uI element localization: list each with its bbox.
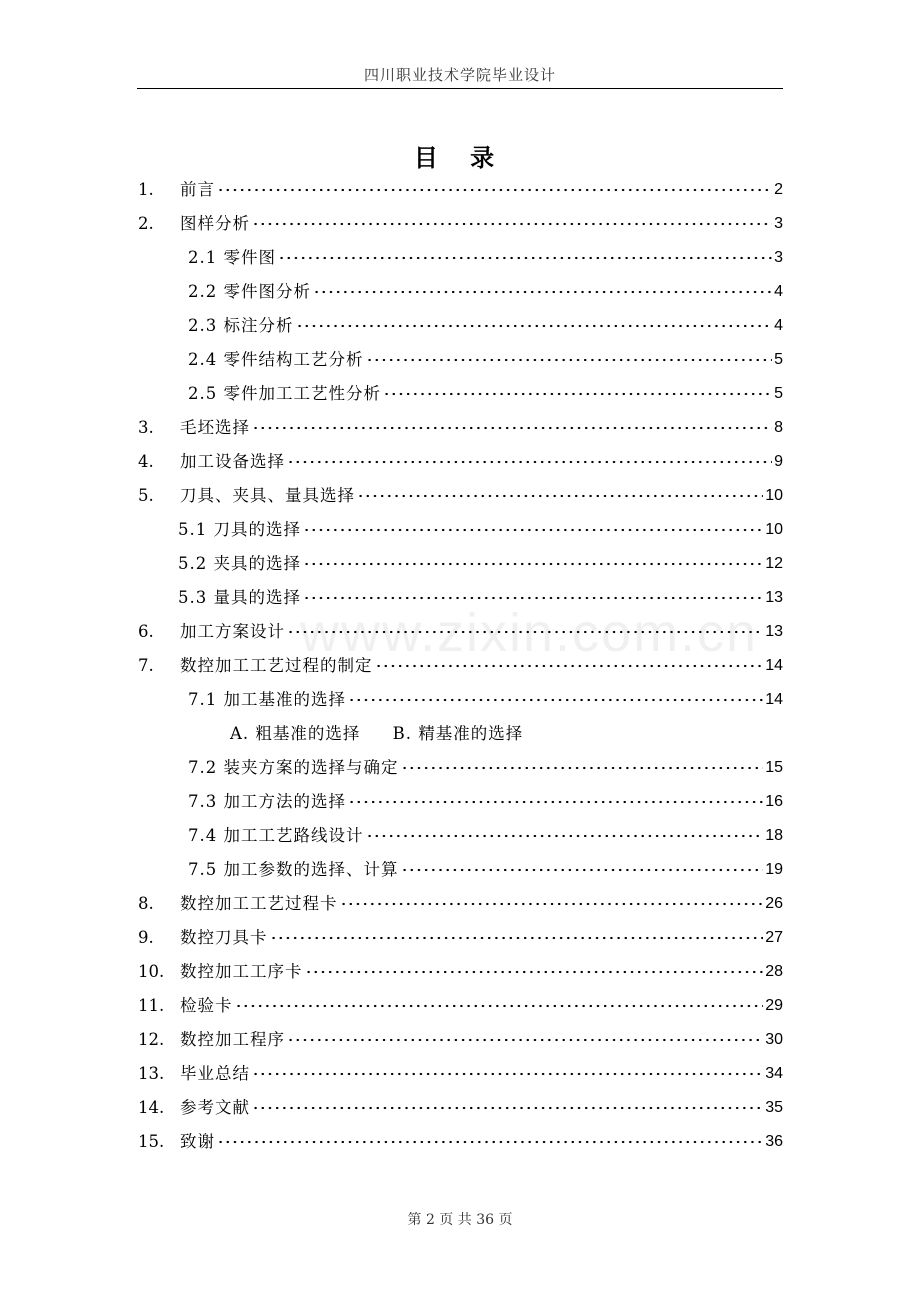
toc-entry[interactable]	[138, 484, 783, 508]
toc-entry-number: 10.	[138, 962, 165, 981]
toc-entry-page: 36	[765, 1133, 783, 1150]
toc-entry-page: 27	[765, 929, 783, 946]
page-footer: 第 2 页 共 36 页	[407, 1212, 513, 1228]
toc-entry[interactable]	[138, 552, 783, 576]
toc-entry-page: 3	[774, 215, 783, 232]
toc-entry-label: 数控加工程序	[180, 1030, 285, 1049]
toc-entry-page: 13	[765, 623, 783, 640]
toc-entry-label: 前言	[180, 180, 215, 199]
toc-entry-page: 35	[765, 1099, 783, 1116]
toc-entry-page: 10	[765, 521, 783, 538]
dot-leader	[296, 320, 773, 332]
dot-leader	[303, 524, 763, 536]
toc-entry-label: 加工设备选择	[180, 452, 285, 471]
dot-leader	[287, 1034, 763, 1046]
toc-entry-number: 11.	[138, 996, 165, 1015]
toc-entry-page: 5	[774, 385, 783, 402]
toc-entry-label: 毕业总结	[180, 1064, 250, 1083]
toc-entry-label: 5.3 量具的选择	[178, 588, 301, 607]
header-divider	[137, 88, 783, 89]
toc-entry[interactable]	[138, 892, 783, 916]
dot-leader	[366, 354, 773, 366]
toc-entry[interactable]	[138, 518, 783, 542]
toc-entry[interactable]	[138, 1130, 783, 1154]
toc-entry-number: 9.	[138, 928, 154, 947]
dot-leader	[303, 592, 763, 604]
toc-entry[interactable]	[138, 348, 783, 372]
dot-leader	[252, 218, 772, 230]
toc-entry-page: 4	[774, 317, 783, 334]
toc-entry-number: 5.	[138, 486, 154, 505]
toc-entry[interactable]	[138, 620, 783, 644]
dot-leader	[366, 830, 764, 842]
toc-entry-number: 2.	[138, 214, 154, 233]
toc-entry[interactable]	[138, 960, 783, 984]
toc-entry-label: 7.3 加工方法的选择	[188, 792, 346, 811]
dot-leader	[287, 456, 772, 468]
toc-entry-page: 10	[765, 487, 783, 504]
toc-entry-label: 数控刀具卡	[180, 928, 268, 947]
toc-entry-number: 3.	[138, 418, 154, 437]
toc-entry-number: 13.	[138, 1064, 165, 1083]
toc-entry-label: 2.2 零件图分析	[188, 282, 311, 301]
dot-leader	[357, 490, 763, 502]
dot-leader	[313, 286, 772, 298]
toc-entry-number: 1.	[138, 180, 154, 199]
toc-entry-page: 30	[765, 1031, 783, 1048]
dot-leader	[270, 932, 764, 944]
toc-entry-label: 参考文献	[180, 1098, 250, 1117]
toc-entry-label: 数控加工工艺过程卡	[180, 894, 338, 913]
toc-entry-page: 14	[765, 691, 783, 708]
toc-entry-number: 14.	[138, 1098, 165, 1117]
toc-entry-page: 26	[765, 895, 783, 912]
subitem-a[interactable]: A. 粗基准的选择	[230, 724, 361, 743]
toc-entry-label: 数控加工工序卡	[180, 962, 303, 981]
toc-entry[interactable]	[138, 280, 783, 304]
toc-entry-label: 2.1 零件图	[188, 248, 276, 267]
toc-title: 目 录	[413, 143, 507, 172]
dot-leader	[340, 898, 764, 910]
toc-entry[interactable]	[138, 926, 783, 950]
dot-leader	[252, 422, 772, 434]
dot-leader	[235, 1000, 764, 1012]
dot-leader	[401, 762, 764, 774]
toc-entry[interactable]	[138, 212, 783, 236]
dot-leader	[401, 864, 764, 876]
toc-entry-number: 4.	[138, 452, 154, 471]
toc-entry-label: 2.5 零件加工工艺性分析	[188, 384, 381, 403]
dot-leader	[252, 1068, 763, 1080]
dot-leader	[252, 1102, 763, 1114]
toc-entry-page: 18	[765, 827, 783, 844]
toc-entry[interactable]	[138, 382, 783, 406]
toc-entry-label: 图样分析	[180, 214, 250, 233]
toc-entry-page: 9	[774, 453, 783, 470]
dot-leader	[217, 1136, 763, 1148]
toc-entry-label: 致谢	[180, 1132, 215, 1151]
toc-entry-number: 7.	[138, 656, 154, 675]
dot-leader	[348, 796, 763, 808]
dot-leader	[383, 388, 772, 400]
toc-entry[interactable]	[138, 586, 783, 610]
dot-leader	[287, 626, 763, 638]
toc-entry[interactable]	[138, 756, 783, 780]
toc-entry[interactable]	[138, 790, 783, 814]
toc-entry-page: 19	[765, 861, 783, 878]
datum-subitems	[230, 722, 549, 746]
toc-entry-label: 毛坯选择	[180, 418, 250, 437]
toc-entry-number: 15.	[138, 1132, 165, 1151]
toc-entry-number: 6.	[138, 622, 154, 641]
toc-entry-page: 29	[765, 997, 783, 1014]
toc-entry-page: 5	[774, 351, 783, 368]
toc-entry-page: 16	[765, 793, 783, 810]
toc-entry-label: 检验卡	[180, 996, 233, 1015]
toc-entry[interactable]	[138, 654, 783, 678]
dot-leader	[375, 660, 764, 672]
toc-entry-label: 2.3 标注分析	[188, 316, 294, 335]
toc-entry-page: 14	[765, 657, 783, 674]
toc-entry[interactable]	[138, 824, 783, 848]
toc-entry[interactable]	[138, 1062, 783, 1086]
toc-entry-page: 34	[765, 1065, 783, 1082]
toc-entry[interactable]	[138, 1028, 783, 1052]
toc-entry-number: 12.	[138, 1030, 165, 1049]
toc-entry-label: 7.1 加工基准的选择	[188, 690, 346, 709]
toc-entry[interactable]	[138, 178, 783, 202]
toc-entry-page: 15	[765, 759, 783, 776]
toc-entry[interactable]	[138, 416, 783, 440]
toc-entry[interactable]	[138, 688, 783, 712]
toc-entry[interactable]	[138, 858, 783, 882]
toc-entry-page: 3	[774, 249, 783, 266]
toc-entry-page: 8	[774, 419, 783, 436]
dot-leader	[217, 184, 772, 196]
toc-entry-page: 28	[765, 963, 783, 980]
toc-entry-label: 7.2 装夹方案的选择与确定	[188, 758, 399, 777]
toc-entry[interactable]	[138, 450, 783, 474]
dot-leader	[348, 694, 763, 706]
toc-entry[interactable]	[138, 246, 783, 270]
dot-leader	[303, 558, 763, 570]
toc-entry-page: 2	[774, 181, 783, 198]
toc-entry-number: 8.	[138, 894, 154, 913]
toc-entry-page: 4	[774, 283, 783, 300]
toc-entry-label: 加工方案设计	[180, 622, 285, 641]
dot-leader	[278, 252, 772, 264]
toc-entry-page: 12	[765, 555, 783, 572]
toc-entry[interactable]	[138, 314, 783, 338]
toc-entry-label: 刀具、夹具、量具选择	[180, 486, 355, 505]
subitem-b[interactable]: B. 精基准的选择	[392, 724, 524, 743]
toc-entry-page: 13	[765, 589, 783, 606]
toc-entry[interactable]	[138, 994, 783, 1018]
toc-entry-label: 5.2 夹具的选择	[178, 554, 301, 573]
toc-entry-label: 2.4 零件结构工艺分析	[188, 350, 364, 369]
dot-leader	[305, 966, 764, 978]
toc-entry-label: 数控加工工艺过程的制定	[180, 656, 373, 675]
toc-entry[interactable]	[138, 1096, 783, 1120]
toc-entry-label: 7.4 加工工艺路线设计	[188, 826, 364, 845]
page-header: 四川职业技术学院毕业设计	[363, 66, 556, 84]
toc-entry-label: 7.5 加工参数的选择、计算	[188, 860, 399, 879]
toc-entry-label: 5.1 刀具的选择	[178, 520, 301, 539]
